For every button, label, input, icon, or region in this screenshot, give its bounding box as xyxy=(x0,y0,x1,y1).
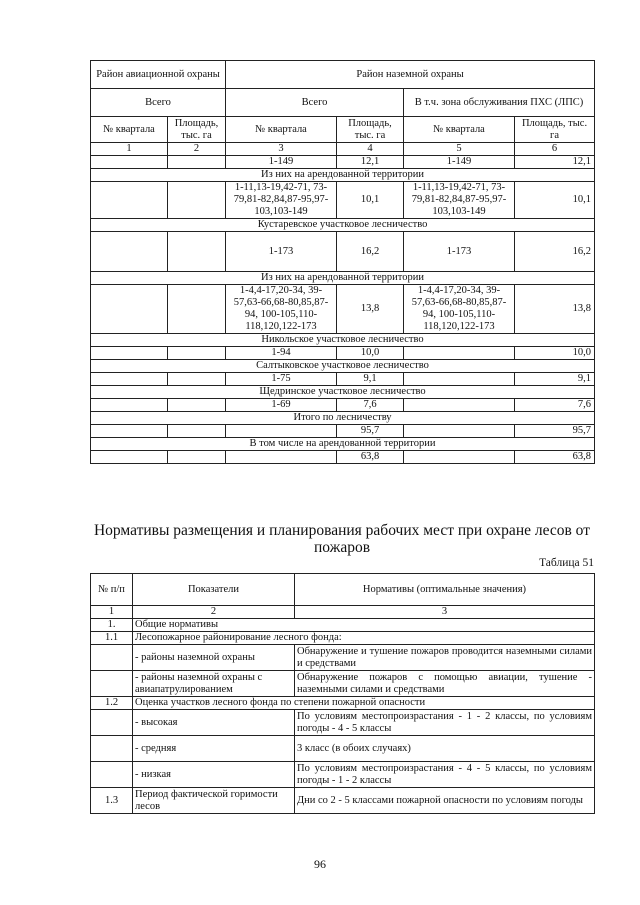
norm-row xyxy=(91,788,595,814)
table-cell xyxy=(168,156,226,169)
aviation-total-header: Всего xyxy=(91,89,226,117)
column-header: Площадь, тыс. га xyxy=(515,117,595,143)
norm-cell: По условиям местопроизрастания - 4 - 5 классы, по условиям погоды - 1 - 2 классы xyxy=(295,762,595,788)
table-cell xyxy=(168,425,226,438)
table-cell: 1-149 xyxy=(226,156,337,169)
column-number: 4 xyxy=(337,143,404,156)
table-cell: 1-11,13-19,42-71, 73-79,81-82,84,87-95,97-103,103-149 xyxy=(404,182,515,219)
table-cell: 1-4,4-17,20-34, 39-57,63-66,68-80,85,87-94, 100-105,110-118,120,122-173 xyxy=(404,285,515,334)
table-cell xyxy=(91,347,168,360)
norm-cell: 3 класс (в обоих случаях) xyxy=(295,736,595,762)
table-cell: 12,1 xyxy=(337,156,404,169)
column-number: 1 xyxy=(91,606,133,619)
table-cell: 1-4,4-17,20-34, 39-57,63-66,68-80,85,87-94, 100-105,110-118,120,122-173 xyxy=(226,285,337,334)
data-row xyxy=(91,451,595,464)
table-cell xyxy=(168,451,226,464)
row-number: 1.3 xyxy=(91,788,133,814)
column-number: 1 xyxy=(91,143,168,156)
table-cell xyxy=(91,232,168,272)
section-header-row xyxy=(91,334,595,347)
column-header: № квартала xyxy=(404,117,515,143)
section-row: Щедринское участковое лесничество xyxy=(91,386,595,399)
row-number xyxy=(91,671,133,697)
data-row xyxy=(91,232,595,272)
table-cell: 1-69 xyxy=(226,399,337,412)
section-row: Из них на арендованной территории xyxy=(91,169,595,182)
column-header: Площадь, тыс. га xyxy=(168,117,226,143)
row-number xyxy=(91,762,133,788)
column-number: 3 xyxy=(295,606,595,619)
table-cell xyxy=(168,399,226,412)
table-cell xyxy=(404,399,515,412)
table-cell: 1-149 xyxy=(404,156,515,169)
section-row: Из них на арендованной территории xyxy=(91,272,595,285)
norm-row xyxy=(91,762,595,788)
row-number xyxy=(91,736,133,762)
section-header-row xyxy=(91,169,595,182)
table-cell: 1-75 xyxy=(226,373,337,386)
section-header-row xyxy=(91,219,595,232)
row-number: 1.2 xyxy=(91,697,133,710)
norm-cell: Обнаружение и тушение пожаров проводится наземными силами и средствами xyxy=(295,645,595,671)
table-cell: 13,8 xyxy=(515,285,595,334)
column-header: Площадь, тыс. га xyxy=(337,117,404,143)
number-header: № п/п xyxy=(91,574,133,606)
pxs-zone-header: В т.ч. зона обслуживания ПХС (ЛПС) xyxy=(404,89,595,117)
section-header-row xyxy=(91,412,595,425)
table-cell: 1-173 xyxy=(404,232,515,272)
norm-row xyxy=(91,671,595,697)
section-row: В том числе на арендованной территории xyxy=(91,438,595,451)
norm-row xyxy=(91,632,595,645)
table-cell: 7,6 xyxy=(515,399,595,412)
table-cell: 10,1 xyxy=(337,182,404,219)
section-row: Салтыковское участковое лесничество xyxy=(91,360,595,373)
norm-cell: По условиям местопроизрастания - 1 - 2 классы, по условиям погоды - 4 - 5 классы xyxy=(295,710,595,736)
norm-row xyxy=(91,619,595,632)
norm-row xyxy=(91,645,595,671)
data-row xyxy=(91,347,595,360)
section-row: Кустаревское участковое лесничество xyxy=(91,219,595,232)
norm-cell: Дни со 2 - 5 классами пожарной опасности по условиям погоды xyxy=(295,788,595,814)
row-number: 1. xyxy=(91,619,133,632)
table-cell xyxy=(91,451,168,464)
norm-row xyxy=(91,697,595,710)
table-cell xyxy=(226,425,337,438)
table-cell xyxy=(404,347,515,360)
table-cell: 63,8 xyxy=(337,451,404,464)
table-cell: 13,8 xyxy=(337,285,404,334)
table-cell: 12,1 xyxy=(515,156,595,169)
column-number: 5 xyxy=(404,143,515,156)
ground-total-header: Всего xyxy=(226,89,404,117)
indicator-cell: - районы наземной охраны с авиапатрулированием xyxy=(133,671,295,697)
table-cell xyxy=(168,373,226,386)
section-row: Никольское участковое лесничество xyxy=(91,334,595,347)
table-cell: 16,2 xyxy=(337,232,404,272)
table-cell: 1-94 xyxy=(226,347,337,360)
row-number xyxy=(91,645,133,671)
data-row xyxy=(91,285,595,334)
table-cell xyxy=(91,425,168,438)
section-header-row xyxy=(91,386,595,399)
fire-protection-norms-table xyxy=(90,573,595,814)
table-cell xyxy=(404,425,515,438)
aviation-zone-header: Район авиационной охраны xyxy=(91,61,226,89)
indicator-cell: - районы наземной охраны xyxy=(133,645,295,671)
table-cell: 16,2 xyxy=(515,232,595,272)
table-label: Таблица 51 xyxy=(539,557,594,569)
indicator-cell: - средняя xyxy=(133,736,295,762)
row-number: 1.1 xyxy=(91,632,133,645)
table-cell: 10,0 xyxy=(515,347,595,360)
table-cell: 1-173 xyxy=(226,232,337,272)
table-cell xyxy=(91,156,168,169)
section-label: Общие нормативы xyxy=(133,619,595,632)
table-cell: 95,7 xyxy=(515,425,595,438)
indicator-cell: Период фактической горимости лесов xyxy=(133,788,295,814)
column-number: 6 xyxy=(515,143,595,156)
table-cell xyxy=(226,451,337,464)
indicator-cell: - высокая xyxy=(133,710,295,736)
norm-row xyxy=(91,710,595,736)
column-number: 2 xyxy=(168,143,226,156)
row-number xyxy=(91,710,133,736)
table-cell xyxy=(404,373,515,386)
table-cell xyxy=(168,182,226,219)
table-caption: Нормативы размещения и планирования рабочих мест при охране лесов от пожаров xyxy=(93,522,591,556)
norms-header: Нормативы (оптимальные значения) xyxy=(295,574,595,606)
section-header-row xyxy=(91,438,595,451)
page-number: 96 xyxy=(314,857,326,871)
column-header: № квартала xyxy=(226,117,337,143)
indicators-header: Показатели xyxy=(133,574,295,606)
table-cell xyxy=(168,232,226,272)
indicator-cell: - низкая xyxy=(133,762,295,788)
data-row xyxy=(91,182,595,219)
table-cell xyxy=(91,285,168,334)
section-header-row xyxy=(91,272,595,285)
table-cell xyxy=(168,285,226,334)
forest-protection-zones-table xyxy=(90,60,595,464)
table-cell: 7,6 xyxy=(337,399,404,412)
ground-zone-header: Район наземной охраны xyxy=(226,61,595,89)
section-label: Оценка участков лесного фонда по степени пожарной опасности xyxy=(133,697,595,710)
table-cell: 63,8 xyxy=(515,451,595,464)
data-row xyxy=(91,156,595,169)
data-row xyxy=(91,425,595,438)
table-cell: 9,1 xyxy=(337,373,404,386)
section-header-row xyxy=(91,360,595,373)
table-cell xyxy=(404,451,515,464)
table-cell: 9,1 xyxy=(515,373,595,386)
table-cell: 10,0 xyxy=(337,347,404,360)
table-cell xyxy=(91,373,168,386)
data-row xyxy=(91,373,595,386)
column-number: 2 xyxy=(133,606,295,619)
section-row: Итого по лесничеству xyxy=(91,412,595,425)
table-cell xyxy=(91,399,168,412)
data-row xyxy=(91,399,595,412)
norm-row xyxy=(91,736,595,762)
table-cell: 95,7 xyxy=(337,425,404,438)
norm-cell: Обнаружение пожаров с помощью авиации, тушение - наземными силами и средствами xyxy=(295,671,595,697)
column-number: 3 xyxy=(226,143,337,156)
table-cell xyxy=(91,182,168,219)
column-header: № квартала xyxy=(91,117,168,143)
section-label: Лесопожарное районирование лесного фонда: xyxy=(133,632,595,645)
table-cell: 10,1 xyxy=(515,182,595,219)
table-cell: 1-11,13-19,42-71, 73-79,81-82,84,87-95,97-103,103-149 xyxy=(226,182,337,219)
table-cell xyxy=(168,347,226,360)
